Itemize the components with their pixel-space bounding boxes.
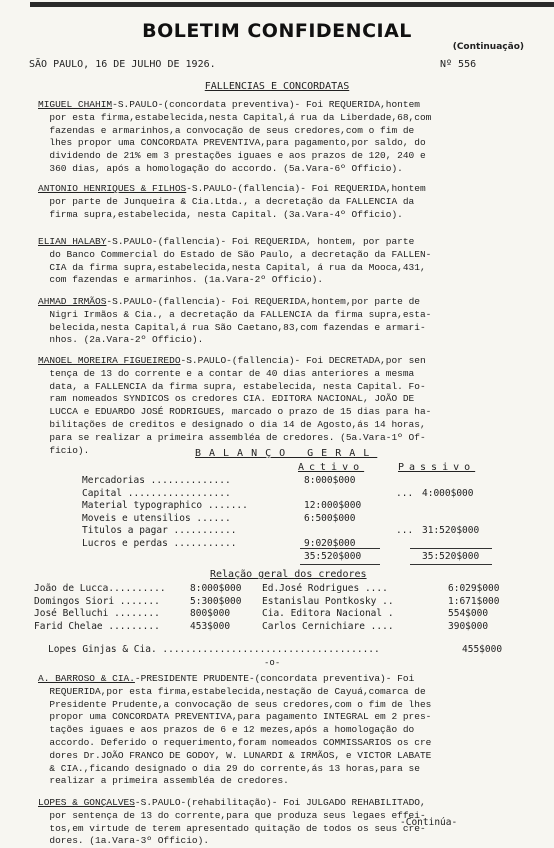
creditor-last-value: 455$000 — [462, 644, 503, 655]
creditor-left-name: Domingos Siori ....... — [34, 595, 160, 607]
entry-line: bilitações de creditos e designado o dia 14 de Agosto,ás 14 horas, — [38, 418, 426, 430]
entry-line: nhos. (2a.Vara-2º Officio). — [38, 334, 204, 346]
creditor-last-name: Lopes Ginjas & Cia. ...................................... — [48, 644, 380, 655]
creditor-left-name: Farid Chelae ......... — [34, 620, 160, 632]
entry-line: por parte de Junqueira & Cia.Ltda., a decretação da FALLENCIA da — [38, 195, 415, 207]
entry-line: lhes propor uma CONCORDATA PREVENTIVA,para pagamento,por saldo, do — [38, 137, 426, 149]
entry-line: propor uma CONCORDATA PREVENTIVA,para pagamento INTEGRAL em 2 pres- — [38, 711, 432, 723]
entry-antonio-henriques — [38, 183, 534, 221]
passivo-header: Passivo — [398, 462, 476, 473]
creditor-right-value: 1:671$000 — [448, 595, 500, 607]
entry-line: dores. (1a.Vara-3º Officio). — [38, 835, 210, 847]
creditor-right-name: Estanislau Pontkosky .. — [262, 595, 394, 607]
entry-line: por sentença de 13 do corrente,para que produza seus legaes effei- — [38, 809, 426, 821]
entry-line: dividendo de 21% em 3 prestações iguaes e aos prazos de 120, 240 e — [38, 150, 426, 162]
balance-sheet-title: BALANÇO GERAL — [195, 448, 378, 459]
entry-a-barroso — [38, 673, 534, 788]
entry-line: tença de 13 do corrente e a contar de 40 dias anteriores a mesma — [38, 367, 415, 379]
activo-total: 35:520$000 — [304, 551, 362, 562]
balance-row-label: Lucros e perdas ........... — [82, 537, 237, 549]
entry-line: ELIAN HALABY-S.PAULO-(fallencia)- Foi REQUERIDA, hontem, por parte — [38, 236, 415, 247]
creditor-right-value: 6:029$000 — [448, 583, 500, 594]
entry-line: por esta firma,estabelecida,nesta Capital,á rua da Liberdade,68,com — [38, 111, 432, 123]
entry-lead-name: ANTONIO HENRIQUES & FILHOS — [38, 183, 187, 194]
date-line: SÃO PAULO, 16 DE JULHO DE 1926. — [29, 59, 216, 70]
entry-elian-halaby — [38, 236, 534, 287]
creditor-left-name: João de Lucca.......... — [34, 583, 166, 594]
entry-line: AHMAD IRMÃOS-S.PAULO-(fallencia)- Foi REQUERIDA,hontem,por parte de — [38, 296, 420, 307]
section-title: FALLENCIAS E CONCORDATAS — [204, 81, 350, 92]
creditor-left-value: 800$000 — [190, 608, 231, 619]
creditor-left-name: José Belluchi ........ — [34, 608, 160, 619]
balance-row-activo: ... — [396, 487, 414, 499]
separator: -o- — [264, 658, 281, 668]
passivo-total-rule — [410, 548, 492, 549]
entry-line: LOPES & GONÇALVES-S.PAULO-(rehabilitação)- Foi JULGADO REHABILITADO, — [38, 797, 426, 808]
activo-double-rule — [300, 564, 380, 565]
entry-line: ram nomeados SYNDICOS os credores CIA. EDITORA NACIONAL, JOÃO DE — [38, 393, 415, 405]
entry-ahmad-irmaos — [38, 296, 534, 347]
top-border-bar — [30, 2, 554, 7]
balance-row-activo: 6:500$000 — [304, 512, 356, 524]
entry-line: 360 dias, após a homologação do accordo. (5a.Vara-6º Officio). — [38, 162, 403, 174]
activo-total-rule — [300, 548, 380, 549]
balance-row-label: Mercadorias .............. — [82, 475, 231, 486]
balance-row-activo: ... — [396, 525, 414, 536]
balance-row-label: Titulos a pagar ........... — [82, 525, 237, 536]
entry-line: LUCCA e EDUARDO JOSÉ RODRIGUES, marcado o prazo de 15 dias para ha- — [38, 406, 432, 418]
entry-line: fazendas e armarinhos,a convocação de seus credores,com o fim de — [38, 124, 415, 136]
entry-line: realizar a primeira assembléa de credores. — [38, 775, 289, 787]
entry-line: data, a FALLENCIA da firma supra, estabelecida, nesta Capital. Fo- — [38, 380, 426, 392]
entry-line: firma supra,estabelecida, nesta Capital. (3a.Vara-4º Officio). — [38, 208, 403, 220]
entry-manoel-figueiredo — [38, 355, 534, 457]
entry-line: CIA da firma supra,estabelecida,nesta Capital, á rua da Mooca,431, — [38, 261, 426, 273]
entry-lead-name: MIGUEL CHAHIM — [38, 99, 113, 110]
balance-row-activo: 9:020$000 — [304, 537, 356, 549]
creditor-right-name: Carlos Cernichiare .... — [262, 620, 394, 632]
entry-line: tações iguaes e aos prazos de 6 e 12 mezes,após a homologação do — [38, 724, 415, 736]
creditor-left-value: 453$000 — [190, 620, 231, 632]
entry-line: REQUERIDA,por esta firma,estabelecida,nestação de Cayuá,comarca de — [38, 685, 426, 697]
entry-line: ANTONIO HENRIQUES & FILHOS-S.PAULO-(fallencia)- Foi REQUERIDA,hontem — [38, 183, 426, 194]
creditor-left-value: 5:300$000 — [190, 595, 242, 607]
balance-row-activo: 12:000$000 — [304, 500, 362, 511]
entry-line: MIGUEL CHAHIM-S.PAULO-(concordata preventiva)- Foi REQUERIDA,hontem — [38, 99, 420, 110]
bulletin-number: Nº 556 — [440, 59, 477, 70]
entry-line: belecida,nesta Capital,á rua São Caetano,83,com fazendas e armari- — [38, 321, 426, 333]
continua-label: -Continúa- — [400, 817, 458, 828]
passivo-total: 35:520$000 — [422, 551, 480, 562]
entry-line: A. BARROSO & CIA.-PRESIDENTE PRUDENTE-(concordata preventiva)- Foi — [38, 673, 415, 684]
entry-line: Nigri Irmãos & Cia., a decretação da FALLENCIA da firma supra,esta- — [38, 308, 432, 320]
creditors-title: Relação geral dos credores — [210, 569, 367, 580]
entry-line: MANOEL MOREIRA FIGUEIREDO-S.PAULO-(fallencia)- Foi DECRETADA,por sen — [38, 355, 426, 366]
creditor-right-name: Cia. Editora Nacional . — [262, 608, 394, 619]
activo-header: Activo — [298, 462, 365, 473]
entry-lead-name: A. BARROSO & CIA. — [38, 673, 135, 684]
creditor-right-name: Ed.José Rodrigues .... — [262, 583, 388, 594]
entry-line: ficio). — [38, 444, 90, 456]
balance-row-activo: 8:000$000 — [304, 475, 356, 486]
creditor-left-value: 8:000$000 — [190, 583, 242, 594]
creditor-right-value: 554$000 — [448, 608, 489, 619]
balance-row-label: Material typographico ....... — [82, 500, 248, 511]
balance-row-passivo: 4:000$000 — [422, 487, 474, 499]
bulletin-title: BOLETIM CONFIDENCIAL — [142, 20, 412, 42]
entry-line: do Banco Commercial do Estado de São Paulo, a decretação da FALLEN- — [38, 248, 432, 260]
entry-line: com fazendas e armarinhos. (1a.Vara-2º Officio). — [38, 274, 324, 286]
entry-line: accordo. Deferido o requerimento,foram nomeados COMMISSARIOS os cre — [38, 736, 432, 748]
entry-line: Presidente Prudente,a convocação de seus credores,com o fim de lhes — [38, 698, 432, 710]
entry-line: para se realizar a primeira assembléa de credores. (5a.Vara-1º Of- — [38, 431, 426, 443]
entry-line: tos,em virtude de terem apresentado quitação de todos os seus cre- — [38, 822, 426, 834]
entry-lead-name: LOPES & GONÇALVES — [38, 797, 135, 808]
entry-line: dores Dr.JOÃO FRANCO DE GODOY, W. LUNARDI & IRMÃOS, e VICTOR LABATE — [38, 749, 432, 761]
entry-lead-name: AHMAD IRMÃOS — [38, 296, 107, 307]
creditor-right-value: 390$000 — [448, 620, 489, 632]
balance-row-label: Capital .................. — [82, 487, 231, 499]
entry-lead-name: MANOEL MOREIRA FIGUEIREDO — [38, 355, 181, 366]
balance-row-label: Moveis e utensilios ...... — [82, 512, 231, 524]
entry-line: & CIA.,ficando designado o dia 29 do corrente,ás 13 horas,para se — [38, 762, 420, 774]
entry-lead-name: ELIAN HALABY — [38, 236, 107, 247]
balance-row-passivo: 31:520$000 — [422, 525, 480, 536]
continuation-label: (Continuação) — [452, 42, 524, 52]
entry-lopes-goncalves — [38, 797, 534, 848]
entry-miguel-chahim — [38, 99, 534, 176]
passivo-double-rule — [410, 564, 492, 565]
